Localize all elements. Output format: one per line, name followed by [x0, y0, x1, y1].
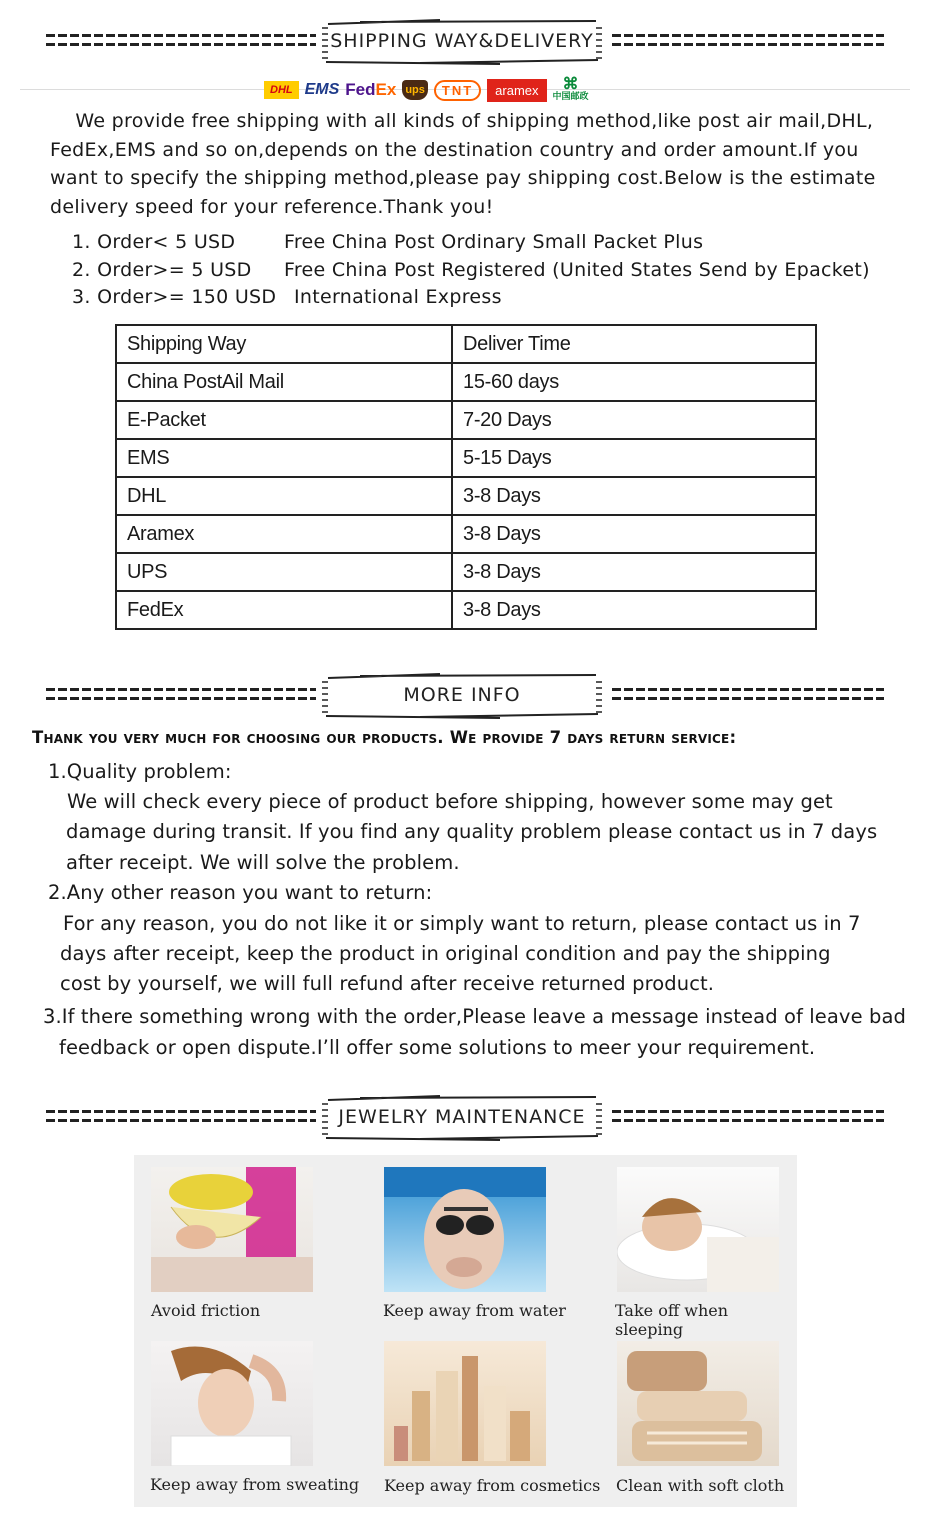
return-policy-heading: Thank you very much for choosing our products. We provide 7 days return service:: [32, 728, 737, 747]
intro-line: FedEx,EMS and so on,depends on the destination country and order amount.If you: [50, 139, 859, 161]
shipping-way-cell: FedEx: [116, 591, 452, 629]
china-post-logo: [552, 75, 589, 101]
section-title: JEWELRY MAINTENANCE: [338, 1106, 586, 1128]
shipping-banner: [0, 14, 930, 74]
table-header-row: [116, 325, 816, 363]
table-row: [116, 591, 816, 629]
sweating-illustration: [151, 1341, 313, 1466]
section-title: MORE INFO: [403, 684, 521, 706]
divider-right: [612, 688, 884, 700]
china-post-label: 中国邮政: [552, 90, 589, 101]
banner-frame: [320, 672, 604, 716]
shipping-way-cell: Aramex: [116, 515, 452, 553]
shipping-way-cell: DHL: [116, 477, 452, 515]
shipping-way-cell: EMS: [116, 439, 452, 477]
order-tier-desc: International Express: [294, 286, 502, 308]
soft-cloth-image: [617, 1341, 779, 1466]
soft-cloth-illustration: [617, 1341, 779, 1466]
keep-away-water-illustration: [384, 1167, 546, 1292]
divider-left: [46, 688, 316, 700]
aramex-logo: aramex: [487, 79, 546, 102]
tnt-logo: TNT: [434, 80, 481, 101]
info-line: 2.Any other reason you want to return:: [48, 881, 433, 904]
deliver-time-cell: 3-8 Days: [452, 591, 816, 629]
sweating-image: [151, 1341, 313, 1466]
shipping-way-cell: E-Packet: [116, 401, 452, 439]
divider-left: [46, 1110, 316, 1122]
maintenance-caption: Keep away from sweating: [150, 1475, 360, 1494]
info-line: For any reason, you do not like it or simply want to return, please contact us in 7: [63, 912, 861, 935]
info-line: after receipt. We will solve the problem.: [66, 851, 460, 874]
table-row: [116, 477, 816, 515]
keep-away-water-image: [384, 1167, 546, 1292]
intro-line: delivery speed for your reference.Thank you!: [50, 196, 494, 218]
avoid-friction-image: [151, 1167, 313, 1292]
info-line: 1.Quality problem:: [48, 760, 232, 783]
info-line: days after receipt, keep the product in original condition and pay the shipping: [60, 942, 831, 965]
divider-right: [612, 1110, 884, 1122]
maintenance-caption: Avoid friction: [151, 1301, 261, 1320]
china-post-icon: ⌘: [562, 75, 579, 93]
table-row: [116, 401, 816, 439]
order-tier-desc: Free China Post Ordinary Small Packet Plus: [284, 231, 704, 253]
deliver-time-cell: 7-20 Days: [452, 401, 816, 439]
order-tier: 1. Order< 5 USD: [72, 231, 236, 253]
order-tier: 2. Order>= 5 USD: [72, 259, 252, 281]
sleeping-image: [617, 1167, 779, 1292]
order-tier-desc: Free China Post Registered (United States Send by Epacket): [284, 259, 870, 281]
divider-right: [612, 34, 884, 46]
info-line: cost by yourself, we will full refund after receive returned product.: [60, 972, 715, 995]
deliver-time-cell: 3-8 Days: [452, 477, 816, 515]
banner-frame: [320, 18, 604, 62]
deliver-time-cell: 3-8 Days: [452, 515, 816, 553]
shipping-way-cell: China PostAil Mail: [116, 363, 452, 401]
intro-line: We provide free shipping with all kinds of shipping method,like post air mail,DHL,: [50, 110, 874, 132]
dhl-logo: DHL: [264, 81, 299, 99]
maintenance-caption: Keep away from cosmetics: [384, 1476, 601, 1495]
ems-logo: EMS: [304, 81, 340, 98]
fedex-logo: [345, 80, 396, 100]
maintenance-panel: [134, 1155, 797, 1507]
banner-frame: [320, 1094, 604, 1138]
more-info-banner: [0, 668, 930, 728]
divider-left: [46, 34, 316, 46]
cosmetics-image: [384, 1341, 546, 1466]
deliver-time-cell: 15-60 days: [452, 363, 816, 401]
header-cell: Shipping Way: [116, 325, 452, 363]
table-row: [116, 553, 816, 591]
info-line: damage during transit. If you find any quality problem please contact us in 7 days: [66, 820, 878, 843]
maintenance-banner: [0, 1090, 930, 1150]
fedex-logo-fe: Fed: [345, 80, 376, 99]
cosmetics-illustration: [384, 1341, 546, 1466]
ups-logo: ups: [402, 80, 428, 100]
info-line: 3.If there something wrong with the order,Please leave a message instead of leave bad: [43, 1005, 906, 1028]
sleeping-illustration: [617, 1167, 779, 1292]
maintenance-caption: Clean with soft cloth: [616, 1476, 785, 1495]
maintenance-caption: Take off when sleeping: [615, 1301, 729, 1339]
table-row: [116, 515, 816, 553]
shipping-way-cell: UPS: [116, 553, 452, 591]
info-line: We will check every piece of product before shipping, however some may get: [67, 790, 833, 813]
header-cell: Deliver Time: [452, 325, 816, 363]
deliver-time-cell: 3-8 Days: [452, 553, 816, 591]
avoid-friction-illustration: [151, 1167, 313, 1292]
order-tier: 3. Order>= 150 USD: [72, 286, 277, 308]
section-title: SHIPPING WAY&DELIVERY: [330, 30, 594, 52]
intro-line: want to specify the shipping method,please pay shipping cost.Below is the estimate: [50, 167, 876, 189]
deliver-time-cell: 5-15 Days: [452, 439, 816, 477]
table-row: [116, 363, 816, 401]
fedex-logo-ex: Ex: [375, 80, 397, 99]
info-line: feedback or open dispute.I’ll offer some solutions to meer your requirement.: [59, 1036, 816, 1059]
shipping-table: [115, 324, 817, 630]
carrier-logos: [264, 76, 589, 104]
maintenance-caption: Keep away from water: [383, 1301, 566, 1320]
table-row: [116, 439, 816, 477]
